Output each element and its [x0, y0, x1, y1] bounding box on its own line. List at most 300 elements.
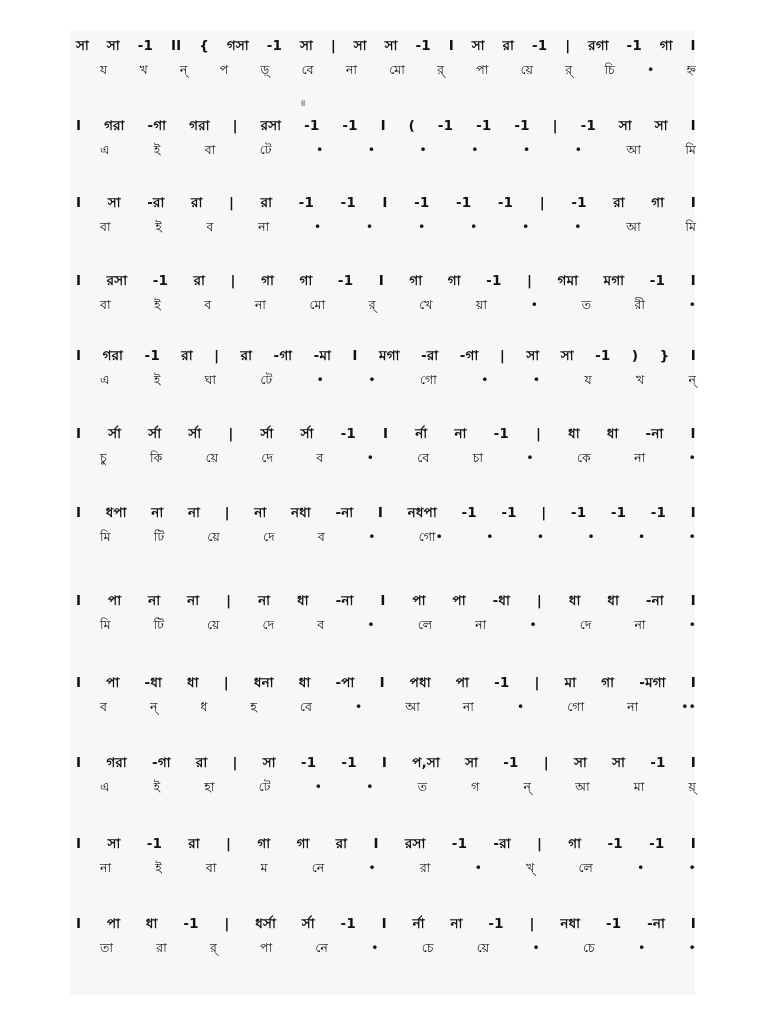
lyric-syllable: খ [139, 62, 148, 77]
swara-note: র্সা [260, 426, 274, 442]
lyric-syllable: • [688, 860, 696, 875]
swara-note: সা [384, 38, 398, 54]
swara-note: রা [240, 348, 253, 364]
lyric-syllable: য়্ [688, 779, 696, 794]
lyric-syllable: • [368, 372, 376, 387]
lyric-syllable: • [470, 219, 478, 234]
swara-note: সা [353, 38, 367, 54]
swara-note: I [690, 836, 696, 852]
swara-note: গা [261, 273, 275, 289]
swara-note: I [690, 505, 696, 521]
lyric-syllable: নে [315, 940, 328, 955]
swara-note: I [382, 195, 388, 211]
lyric-syllable: খ [636, 372, 645, 387]
swara-note: I [76, 348, 82, 364]
lyric-syllable: • [368, 529, 376, 544]
lyric-syllable: দে [262, 617, 275, 632]
lyric-syllable: ব [100, 699, 107, 714]
swara-note: I [76, 505, 82, 521]
swara-note: ধপা [105, 505, 127, 521]
swara-note: র্সা [108, 426, 122, 442]
lyric-syllable: • [688, 529, 696, 544]
lyric-syllable: টি [153, 617, 164, 632]
swara-note: না [450, 916, 463, 932]
swara-note: I [380, 593, 386, 609]
swara-note: -গা [147, 118, 167, 134]
swara-note: সা [76, 38, 90, 54]
swara-note: -গা [152, 755, 171, 771]
swara-note: | [224, 916, 230, 932]
swara-note: -1 [650, 505, 667, 521]
notation-block [76, 502, 706, 554]
lyric-syllable: • [313, 219, 322, 234]
swara-note: মগা [379, 348, 400, 364]
lyric-syllable: ই [153, 779, 161, 794]
swara-note: মগা [603, 273, 625, 289]
swara-note: | [543, 755, 549, 771]
lyric-syllable: নে [311, 860, 325, 875]
lyric-syllable: • [366, 779, 374, 794]
lyric-syllable: র্ [565, 62, 573, 77]
lyric-syllable: প [219, 62, 229, 77]
notation-block [76, 35, 706, 87]
swara-note: I [76, 675, 82, 691]
lyric-syllable: য়ে [520, 62, 534, 77]
lyric-syllable: • [419, 142, 427, 157]
swara-note: -1 [595, 348, 611, 364]
lyric-syllable: ই [155, 219, 162, 234]
lyric-syllable: • [516, 699, 525, 714]
swara-note: সা [612, 755, 626, 771]
lyric-syllable: টে [258, 779, 271, 794]
lyric-syllable: • [574, 142, 582, 157]
lyric-syllable: ব [206, 219, 214, 234]
swara-note: -1 [152, 273, 169, 289]
swara-note: গা [296, 836, 310, 852]
swara-note: -1 [607, 836, 623, 852]
swara-note: II [170, 38, 182, 54]
lyric-syllable: র্ [368, 297, 376, 312]
lyric-syllable: কি [150, 450, 163, 465]
lyric-syllable: দে [261, 450, 274, 465]
lyric-syllable: ম [260, 860, 268, 875]
lyric-syllable: • [315, 142, 324, 157]
swara-note: র্না [415, 426, 428, 442]
swara-note: -1 [494, 675, 510, 691]
lyric-syllable: • [688, 940, 696, 955]
lyric-syllable: না [345, 62, 357, 77]
lyric-line [76, 617, 696, 639]
swara-note: র্না [412, 916, 425, 932]
notation-block [76, 752, 706, 804]
lyric-syllable: • [365, 219, 374, 234]
swara-note: র্সা [301, 916, 315, 932]
lyric-syllable: র্ [209, 940, 217, 955]
swara-note: | [536, 593, 543, 609]
swara-line [76, 913, 696, 935]
lyric-syllable: ন্ [149, 699, 158, 714]
lyric-syllable: ন্ [523, 779, 531, 794]
swara-note: -1 [650, 755, 666, 771]
lyric-syllable: পা [260, 940, 273, 955]
lyric-syllable: ই [153, 142, 161, 157]
swara-note: সা [299, 38, 313, 54]
swara-note: রা [188, 836, 200, 852]
lyric-syllable: গ [471, 779, 480, 794]
swara-note: | [565, 38, 571, 54]
lyric-syllable: না [254, 297, 266, 312]
lyric-syllable: মি [685, 142, 696, 157]
swara-note: ধনা [253, 675, 274, 691]
swara-note: সা [654, 118, 668, 134]
swara-note: I [76, 836, 82, 852]
swara-note: রা [181, 348, 193, 364]
lyric-line [76, 450, 696, 472]
swara-note: -1 [340, 195, 356, 211]
lyric-syllable: য়ে [205, 450, 219, 465]
swara-note: -গা [273, 348, 293, 364]
swara-note: পা [106, 675, 120, 691]
lyric-syllable: মো [309, 297, 326, 312]
swara-line [76, 502, 696, 524]
swara-note: I [381, 916, 387, 932]
lyric-syllable: চে [421, 940, 434, 955]
lyric-syllable: আ [626, 219, 641, 234]
swara-note: ধা [187, 675, 199, 691]
swara-line [76, 192, 696, 214]
swara-note: I [76, 755, 82, 771]
lyric-syllable: য়া [476, 297, 488, 312]
swara-note: | [224, 505, 230, 521]
swara-note: -রা [147, 195, 165, 211]
lyric-syllable: বা [204, 142, 216, 157]
swara-note: | [526, 273, 533, 289]
lyric-syllable: ব [317, 529, 325, 544]
swara-note: সা [618, 118, 632, 134]
lyric-syllable: র্ [437, 62, 444, 77]
lyric-line [76, 940, 696, 962]
swara-note: রা [335, 836, 348, 852]
notation-block [76, 270, 706, 322]
swara-note: ধা [568, 593, 581, 609]
swara-note: না [258, 593, 271, 609]
swara-line [76, 752, 696, 774]
swara-note: | [230, 273, 236, 289]
swara-note: গা [651, 195, 665, 211]
swara-note: -পা [335, 675, 355, 691]
lyric-syllable: • [486, 529, 494, 544]
swara-note: রসা [404, 836, 426, 852]
swara-note: -1 [649, 273, 666, 289]
lyric-syllable: • [637, 940, 646, 955]
swara-note: I [379, 675, 385, 691]
swara-note: সা [107, 836, 121, 852]
swara-note: -রা [421, 348, 439, 364]
swara-note: -1 [437, 118, 454, 134]
swara-note: সা [573, 755, 587, 771]
swara-note: I [76, 195, 82, 211]
lyric-syllable: ত [581, 297, 591, 312]
lyric-line [76, 529, 696, 551]
lyric-syllable: আ [405, 699, 420, 714]
lyric-line [76, 699, 696, 721]
swara-note: মা [564, 675, 577, 691]
lyric-syllable: না [634, 617, 646, 632]
lyric-syllable: • [371, 940, 379, 955]
swara-note: রা [260, 195, 273, 211]
swara-note: -1 [146, 836, 163, 852]
lyric-syllable: মা [633, 779, 645, 794]
swara-note: I [76, 118, 82, 134]
swara-note: -1 [300, 755, 317, 771]
swara-note: | [232, 118, 238, 134]
swara-note: -1 [488, 916, 504, 932]
lyric-syllable: য়ে [476, 940, 490, 955]
swara-note: সা [560, 348, 574, 364]
swara-note: সা [262, 755, 276, 771]
lyric-syllable: ড়্ [260, 62, 270, 77]
swara-note: -1 [580, 118, 597, 134]
lyric-syllable: এ [100, 372, 110, 387]
lyric-syllable: খ্ [526, 860, 535, 875]
lyric-syllable: রী [634, 297, 645, 312]
notation-block [76, 672, 706, 724]
lyric-syllable: • [574, 219, 582, 234]
swara-note: I [690, 118, 696, 134]
lyric-syllable: না [627, 699, 639, 714]
lyric-syllable: ঘা [204, 372, 217, 387]
lyric-syllable: • [367, 617, 375, 632]
lyric-syllable: • [532, 372, 541, 387]
lyric-syllable: • [647, 62, 655, 77]
swara-note: -না [645, 426, 664, 442]
swara-note: I [76, 593, 82, 609]
swara-note: -1 [144, 348, 160, 364]
lyric-syllable: ই [154, 297, 161, 312]
swara-note: -1 [503, 755, 519, 771]
swara-note: -1 [531, 38, 548, 54]
swara-note: -1 [342, 118, 358, 134]
swara-note: গা [568, 836, 582, 852]
lyric-syllable: বে [299, 699, 312, 714]
lyric-syllable: • [314, 779, 322, 794]
swara-note: I [690, 348, 696, 364]
swara-note: -1 [493, 426, 510, 442]
swara-note: } [659, 348, 670, 364]
swara-note: I [690, 38, 696, 54]
swara-note: পা [455, 675, 470, 691]
swara-note: রা [195, 755, 208, 771]
swara-note: সা [465, 755, 479, 771]
swara-note: -1 [649, 836, 665, 852]
swara-note: -1 [570, 505, 587, 521]
swara-note: -না [335, 593, 354, 609]
swara-note: I [383, 426, 389, 442]
swara-line [76, 590, 696, 612]
lyric-syllable: মো [389, 62, 405, 77]
swara-note: গা [299, 273, 313, 289]
lyric-syllable: ই [155, 860, 162, 875]
swara-note: ধা [568, 426, 580, 442]
swara-note: -1 [340, 916, 356, 932]
lyric-syllable: হা [204, 779, 215, 794]
lyric-syllable: না [100, 860, 112, 875]
swara-note: গরা [104, 118, 125, 134]
swara-note: -1 [626, 38, 642, 54]
swara-note: I [76, 916, 82, 932]
lyric-syllable: ব [316, 450, 324, 465]
swara-note: গরা [106, 755, 127, 771]
lyric-syllable: না [475, 617, 487, 632]
lyric-syllable: আ [626, 142, 641, 157]
swara-note: ধর্সা [255, 916, 277, 932]
lyric-syllable: • [532, 940, 540, 955]
notation-block [76, 913, 706, 965]
lyric-syllable: • [474, 860, 482, 875]
lyric-line [76, 297, 696, 319]
lyric-syllable: • [530, 297, 538, 312]
lyric-line [76, 779, 696, 801]
swara-note: গা [257, 836, 271, 852]
swara-note: -1 [456, 195, 472, 211]
swara-note: | [552, 118, 558, 134]
swara-note: রগা [588, 38, 609, 54]
swara-note: -গা [459, 348, 479, 364]
swara-note: ধা [607, 593, 620, 609]
lyric-syllable: এ [100, 142, 110, 157]
lyric-syllable: • [688, 617, 696, 632]
lyric-syllable: য [584, 372, 592, 387]
lyric-syllable: চি [604, 62, 615, 77]
swara-note: I [76, 426, 82, 442]
lyric-syllable: দে [263, 529, 275, 544]
notation-block [76, 192, 706, 244]
swara-note: | [534, 675, 540, 691]
lyric-syllable: মি [100, 617, 111, 632]
lyric-syllable: মি [100, 529, 111, 544]
swara-note: -1 [486, 273, 502, 289]
swara-note: -1 [183, 916, 199, 932]
swara-line [76, 423, 696, 445]
lyric-syllable: হ [250, 699, 257, 714]
swara-note: | [541, 505, 547, 521]
swara-note: গা [659, 38, 673, 54]
swara-note: I [380, 118, 386, 134]
lyric-syllable: • [316, 372, 324, 387]
lyric-syllable: • [536, 529, 545, 544]
lyric-syllable: য়ে [207, 529, 220, 544]
lyric-syllable: ত [417, 779, 428, 794]
lyric-syllable: • [481, 372, 489, 387]
lyric-syllable: ব [204, 297, 212, 312]
swara-note: I [352, 348, 358, 364]
swara-note: -1 [415, 38, 431, 54]
lyric-syllable: চু [100, 450, 107, 465]
swara-note: | [228, 426, 234, 442]
swara-note: I [690, 593, 696, 609]
swara-note: গা [409, 273, 423, 289]
lyric-syllable: • [688, 297, 696, 312]
lyric-syllable: বা [205, 860, 217, 875]
swara-note: রা [502, 38, 515, 54]
notation-block [76, 590, 706, 642]
lyric-syllable: • [354, 699, 363, 714]
swara-line [76, 345, 696, 367]
swara-note: -1 [461, 505, 477, 521]
swara-note: -1 [497, 195, 514, 211]
swara-note: পা [452, 593, 466, 609]
swara-note: ধা [297, 593, 309, 609]
swara-note: -1 [571, 195, 587, 211]
swara-note: | [223, 675, 229, 691]
swara-note: -1 [514, 118, 530, 134]
swara-note: -না [647, 916, 666, 932]
swara-note: ধা [145, 916, 158, 932]
lyric-syllable: ন্ [688, 372, 696, 387]
lyric-syllable: ই [153, 372, 161, 387]
swara-note: র্সা [188, 426, 202, 442]
swara-note: | [539, 195, 545, 211]
swara-note: -1 [476, 118, 492, 134]
lyric-syllable: • [688, 450, 696, 465]
swara-note: -1 [304, 118, 320, 134]
swara-note: নধা [560, 916, 581, 932]
swara-note: | [232, 755, 238, 771]
lyric-syllable: মি [685, 219, 696, 234]
lyric-syllable: না [258, 219, 270, 234]
lyric-syllable: কে [576, 450, 591, 465]
swara-note: গসা [226, 38, 249, 54]
swara-note: -1 [341, 755, 357, 771]
swara-note: -1 [340, 426, 357, 442]
swara-note: I [373, 836, 379, 852]
swara-note: না [187, 505, 201, 521]
notation-block [76, 833, 706, 885]
swara-note: -1 [501, 505, 517, 521]
lyric-syllable: • [526, 450, 534, 465]
swara-note: না [148, 593, 161, 609]
lyric-syllable: •• [681, 699, 696, 714]
swara-line [76, 115, 696, 137]
swara-note: রা [193, 273, 206, 289]
lyric-syllable: খে [419, 297, 433, 312]
swara-note: গা [447, 273, 461, 289]
swara-note: গমা [557, 273, 579, 289]
swara-note: | [226, 593, 232, 609]
swara-note: I [381, 755, 388, 771]
notation-block [76, 423, 706, 475]
swara-note: র্সা [148, 426, 162, 442]
swara-note: পা [108, 593, 122, 609]
swara-note: পা [106, 916, 121, 932]
swara-note: | [229, 195, 235, 211]
lyric-syllable: বে [301, 62, 314, 77]
swara-note: I [690, 675, 696, 691]
swara-note: -মা [313, 348, 332, 364]
swara-note: সা [107, 195, 121, 211]
swara-note: সা [106, 38, 120, 54]
swara-line [76, 35, 696, 57]
lyric-syllable: • [367, 142, 376, 157]
lyric-syllable: বা [100, 219, 111, 234]
lyric-syllable: তা [100, 940, 114, 955]
lyric-syllable: রা [156, 940, 167, 955]
swara-note: -1 [605, 916, 622, 932]
swara-note: -না [645, 593, 664, 609]
lyric-syllable: টে [259, 142, 272, 157]
lyric-syllable: • [368, 860, 376, 875]
swara-note: -রা [493, 836, 511, 852]
